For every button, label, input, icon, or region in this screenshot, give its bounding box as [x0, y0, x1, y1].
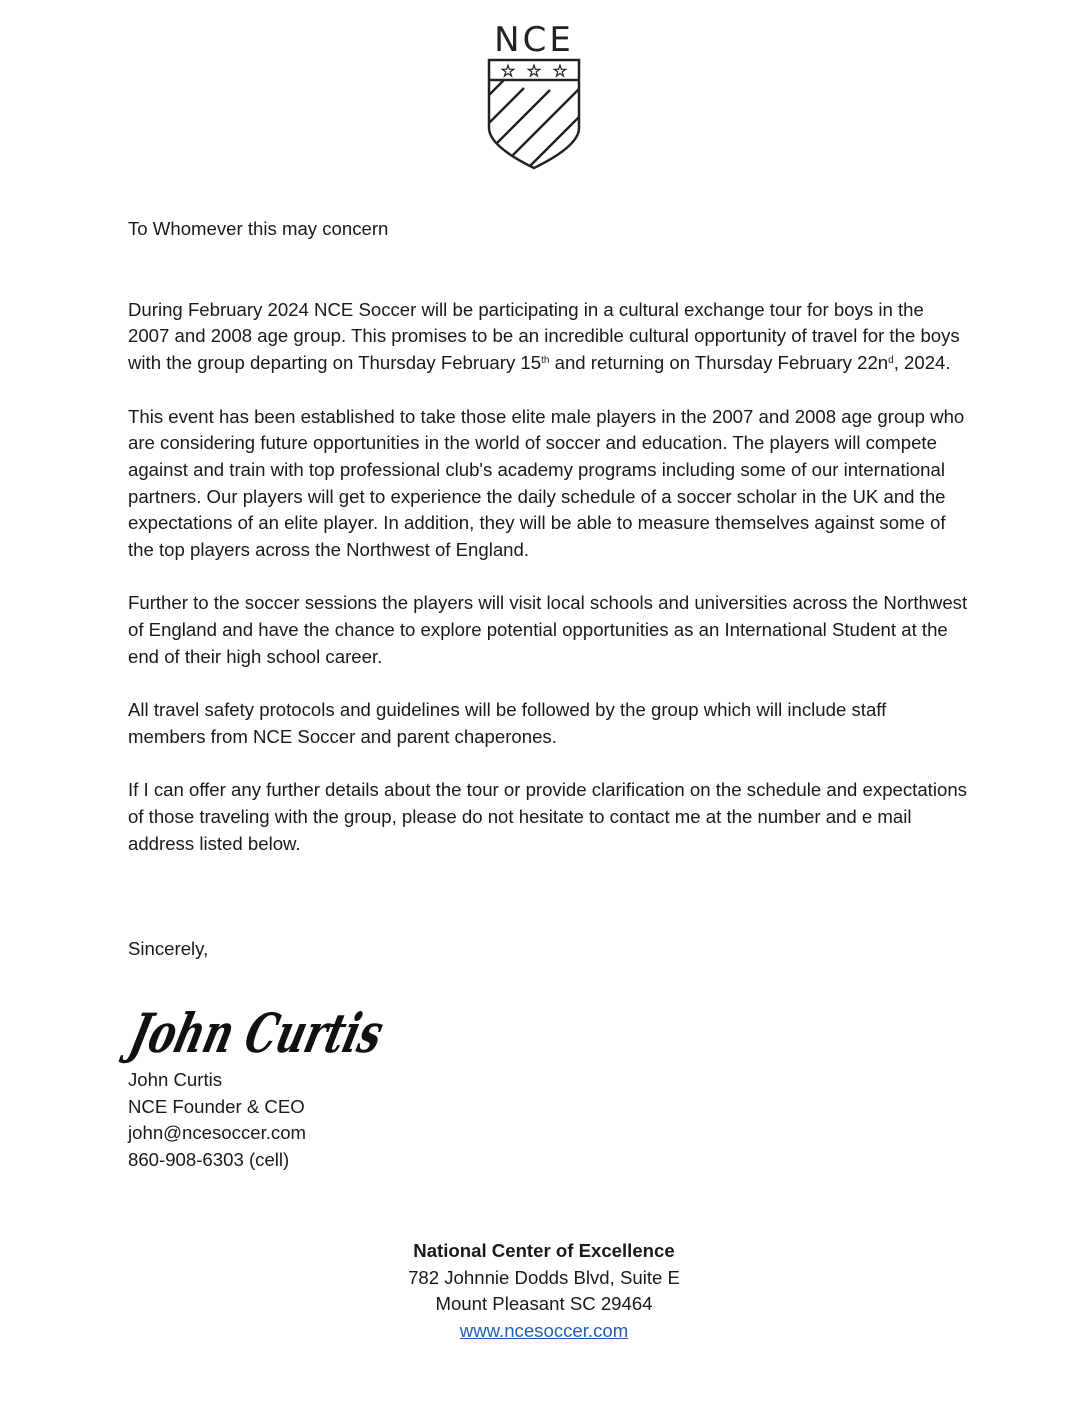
signature-block — [128, 1067, 306, 1174]
paragraph-text: , 2024. — [893, 352, 951, 374]
signer-name: John Curtis — [128, 1069, 223, 1090]
signer-email: john@ncesoccer.com — [128, 1122, 307, 1144]
nce-logo — [486, 22, 582, 172]
closing: Sincerely, — [128, 938, 209, 959]
letterhead-footer — [300, 1238, 788, 1345]
address-line-2: Mount Pleasant SC 29464 — [435, 1293, 653, 1315]
paragraph-tour-dates — [128, 297, 968, 377]
paragraph-text: and returning on Thursday February 22n — [549, 352, 889, 374]
logo-star: ★ — [553, 62, 567, 80]
paragraph-event: This event has been established to take those elite male players in the 2007 and 2008 age group who are considering future opportunities in the world of soccer and education. The players will compete against and train with top professional club's academy programs including some of our international partners. Our players will get to experience the daily schedule of a soccer scholar in the UK and the expectations of an elite player. In addition, they will be able to measure themselves against some of the top players across the Northwest of England. — [128, 405, 965, 561]
paragraph-schools: Further to the soccer sessions the players will visit local schools and universities across the Northwest of England and have the chance to explore potential opportunities as an International Student at the end of their high school career. — [128, 592, 968, 667]
paragraph-contact: If I can offer any further details about the tour or provide clarification on the schedule and expectations of those traveling with the group, please do not hesitate to contact me at the number and e mail address listed below. — [128, 779, 967, 854]
paragraph-safety: All travel safety protocols and guidelines will be followed by the group which will include staff members from NCE Soccer and parent chaperones. — [128, 699, 887, 747]
shield-stars-stripes-icon — [486, 58, 582, 172]
handwritten-signature — [123, 1000, 485, 1068]
ordinal-suffix: th — [541, 355, 550, 367]
organization-name: National Center of Excellence — [413, 1240, 675, 1261]
website-link[interactable]: www.ncesoccer.com — [459, 1320, 629, 1342]
salutation: To Whomever this may concern — [128, 218, 389, 239]
logo-wordmark: NCE — [494, 20, 574, 60]
logo-star: ★ — [527, 62, 541, 80]
address-line-1: 782 Johnnie Dodds Blvd, Suite E — [408, 1266, 680, 1288]
paragraph-text: During February 2024 NCE Soccer will be participating in a cultural exchange tour for boys in the 2007 and 2008 age group. This promises to be an incredible cultural opportunity of travel for the boys with the group departing on Thursday February 15 — [128, 298, 960, 374]
logo-star: ★ — [501, 62, 515, 80]
signer-phone: 860-908-6303 (cell) — [128, 1149, 290, 1171]
signer-title: NCE Founder & CEO — [128, 1095, 305, 1117]
ordinal-suffix: d — [888, 355, 894, 367]
signature-script: John Curtis — [123, 1001, 485, 1065]
letter-body — [128, 216, 968, 884]
